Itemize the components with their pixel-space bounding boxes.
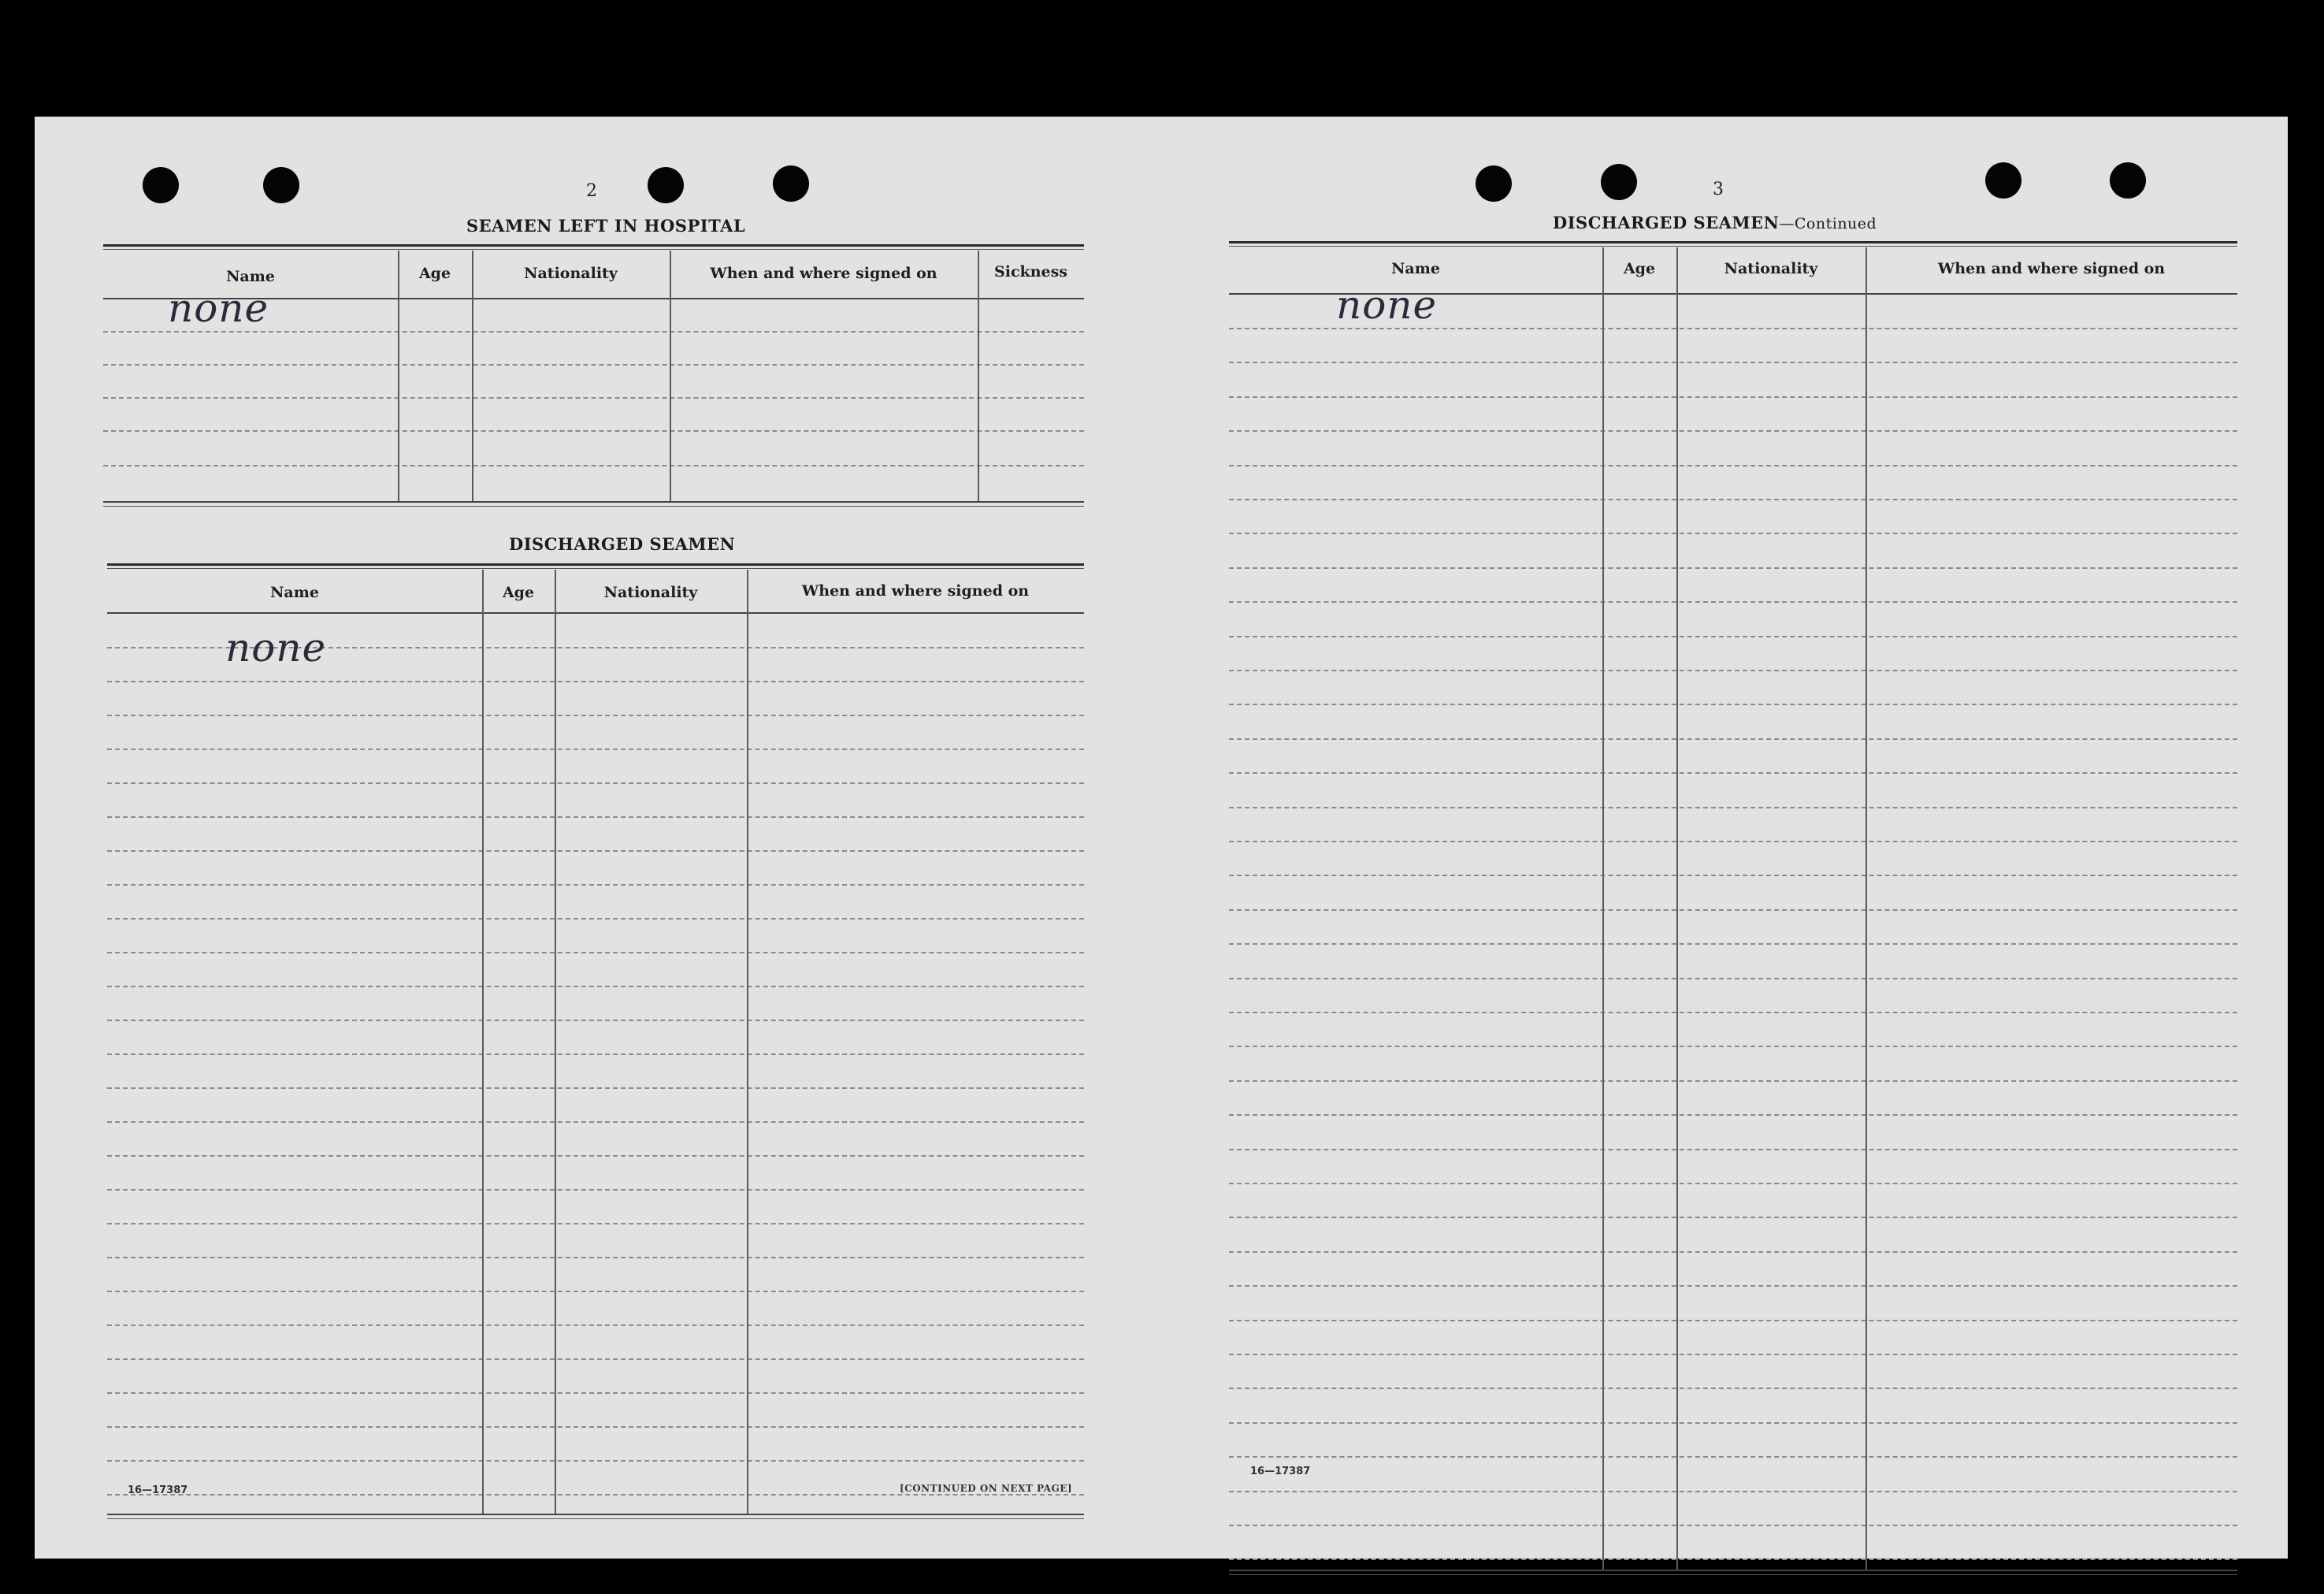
row-line — [107, 1155, 1084, 1157]
row-line — [1229, 1285, 2237, 1287]
row-line — [1229, 1251, 2237, 1253]
row-line — [1229, 943, 2237, 945]
row-line — [107, 1358, 1084, 1360]
punch-hole — [143, 167, 179, 203]
punch-hole — [1601, 164, 1637, 200]
row-line — [1229, 328, 2237, 329]
document-sheet — [35, 117, 2288, 1559]
row-line — [1229, 1456, 2237, 1458]
page-number-right: 3 — [1713, 180, 1724, 199]
row-line — [1229, 362, 2237, 363]
punch-hole — [1985, 162, 2021, 199]
row-line — [1229, 1012, 2237, 1013]
discharged-continued-title — [1553, 213, 1877, 232]
punch-hole — [2110, 162, 2146, 199]
handwritten-entry: none — [1336, 282, 1438, 328]
page-number-left: 2 — [586, 181, 597, 201]
row-line — [107, 1494, 1084, 1496]
continued-note: [CONTINUED ON NEXT PAGE] — [900, 1483, 1073, 1494]
row-line — [1229, 601, 2237, 603]
row-line — [107, 1020, 1084, 1021]
row-line — [107, 1460, 1084, 1462]
punch-hole — [1476, 165, 1512, 202]
row-line — [1229, 704, 2237, 705]
row-line — [107, 1325, 1084, 1326]
row-line — [107, 1087, 1084, 1089]
row-line — [107, 816, 1084, 818]
row-line — [107, 1392, 1084, 1394]
handwritten-entry: none — [225, 625, 327, 671]
form-number-left: 16—17387 — [128, 1484, 188, 1496]
row-line — [1229, 1559, 2237, 1560]
row-line — [1229, 533, 2237, 534]
row-line — [107, 918, 1084, 920]
discharged-table-title: DISCHARGED SEAMEN — [509, 534, 736, 554]
row-line — [107, 986, 1084, 987]
handwritten-entry: none — [168, 285, 269, 331]
row-line — [1229, 396, 2237, 398]
row-line — [1229, 841, 2237, 842]
row-line — [107, 715, 1084, 716]
discharged-continued-table — [1229, 241, 2237, 1581]
row-line — [107, 1053, 1084, 1055]
row-line — [107, 749, 1084, 750]
col-header-sickness: Sickness — [994, 263, 1067, 281]
col-header-name: Name — [226, 268, 275, 285]
punch-hole — [263, 167, 299, 203]
col-header-age: Age — [502, 584, 535, 601]
row-line — [107, 1223, 1084, 1224]
row-line — [107, 1426, 1084, 1428]
row-line — [1229, 670, 2237, 671]
row-line — [1229, 1149, 2237, 1150]
row-line — [1229, 772, 2237, 774]
col-header-name: Name — [270, 584, 319, 601]
col-header-age: Age — [418, 265, 451, 282]
row-line — [1229, 807, 2237, 808]
col-header-age: Age — [1623, 260, 1656, 277]
row-line — [1229, 636, 2237, 637]
row-line — [1229, 738, 2237, 740]
discharged-table — [107, 563, 1084, 1522]
hospital-table — [103, 244, 1084, 509]
row-line — [1229, 1183, 2237, 1184]
row-line — [107, 681, 1084, 682]
row-line — [1229, 1525, 2237, 1526]
punch-hole — [773, 165, 809, 202]
row-line — [1229, 430, 2237, 432]
col-header-nationality: Nationality — [1724, 260, 1818, 277]
row-line — [107, 850, 1084, 852]
row-line — [1229, 1491, 2237, 1492]
col-header-signed-on: When and where signed on — [801, 582, 1030, 600]
row-line — [107, 1121, 1084, 1123]
row-line — [1229, 909, 2237, 911]
col-header-nationality: Nationality — [524, 265, 618, 282]
row-line — [107, 1291, 1084, 1292]
row-line — [1229, 875, 2237, 876]
col-header-signed-on: When and where signed on — [710, 265, 937, 282]
row-line — [1229, 1080, 2237, 1082]
title-suffix: —Continued — [1779, 215, 1877, 232]
col-header-signed-on: When and where signed on — [1937, 260, 2166, 277]
col-header-nationality: Nationality — [603, 584, 698, 601]
row-line — [1229, 1217, 2237, 1218]
row-line — [1229, 1320, 2237, 1321]
row-line — [1229, 499, 2237, 500]
row-line — [107, 952, 1084, 953]
col-header-name: Name — [1391, 260, 1440, 277]
punch-hole — [648, 167, 684, 203]
row-line — [1229, 1388, 2237, 1389]
row-line — [1229, 1354, 2237, 1355]
row-line — [107, 1257, 1084, 1258]
row-line — [1229, 567, 2237, 569]
row-line — [1229, 465, 2237, 466]
title-main: DISCHARGED SEAMEN — [1553, 213, 1780, 232]
form-number-right: 16—17387 — [1250, 1466, 1311, 1477]
hospital-table-title: SEAMEN LEFT IN HOSPITAL — [466, 216, 746, 236]
row-line — [1229, 978, 2237, 979]
row-line — [107, 782, 1084, 784]
row-line — [1229, 1046, 2237, 1047]
row-line — [107, 884, 1084, 886]
row-line — [107, 1189, 1084, 1191]
row-line — [1229, 1422, 2237, 1424]
row-line — [1229, 1114, 2237, 1116]
